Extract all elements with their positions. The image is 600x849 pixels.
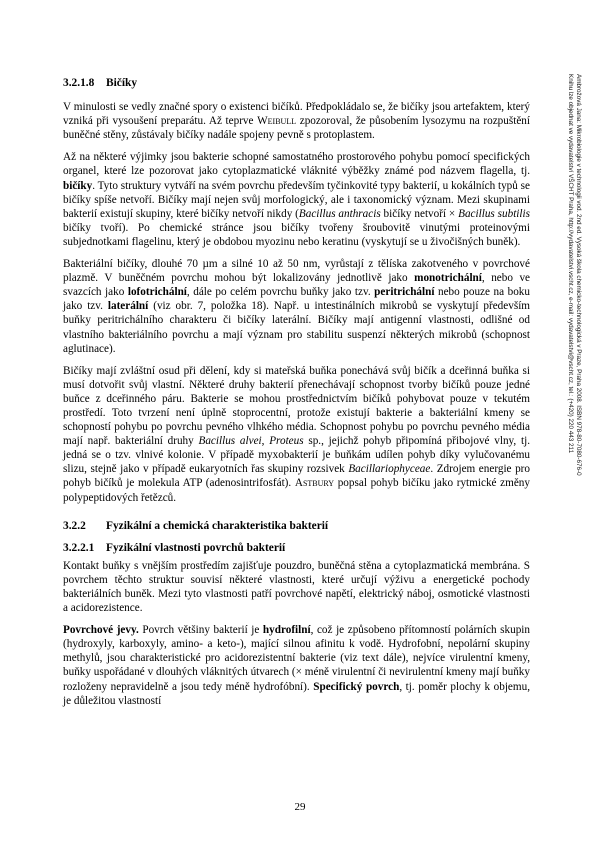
text-run: zpozoroval, že působením lysozymu na rozpuštění buněčné stěny, zůstávaly bičíky nadále spojeny pevně s protoplastem. [63, 115, 530, 142]
section-heading-pov [63, 541, 530, 555]
text-run: , tj. poměr plochy k objemu, je důležitou vlastností [63, 680, 530, 707]
section-number: 3.2.2.1 [63, 541, 95, 554]
text-run: Až na některé výjimky jsou bakterie schopné samostatného prostorového pohybu pomocí specifických organel, které lze pozorovat jako cytoplazmatické vláknité výběžky známé pod názvem flagella, tj. [63, 151, 530, 178]
paragraph-surface-contact [63, 559, 530, 615]
text-run: . Tyto struktury vytváří na svém povrchu především tyčinkovité typy bakterií, u kokálních typů se bičíky spíše netvoří. Bičíky mají nejen svůj morfologický, ale i taxonomický význam. Mezi skupinami bakterií existují skupiny, které bičíky netvoří nikdy ( [63, 179, 530, 220]
text-run: Bakteriální bičíky, dlouhé 70 µm a silné 10 až 50 nm, vyrůstají z tělíska zakotveného v povrchové plazmě. V buněčném povrchu mohou být lokalizovány jednotlivě jako [63, 258, 530, 285]
citation-line: Ambrožová Jana: Mikrobiologie v technologii vod. 2nd ed. Vysoká škola chemicko-technologická v Praze, Praha 2008. ISBN 978-80-7080-676-0 [575, 74, 582, 476]
section-title: Fyzikální a chemická charakteristika bakterií [106, 519, 329, 532]
paragraph-bicik-history [63, 100, 530, 142]
species-name: Bacillus alvei [198, 435, 262, 448]
page-number: 29 [294, 801, 306, 813]
species-name: Proteus [269, 435, 304, 448]
bold-term: laterální [107, 300, 149, 313]
text-run: , [261, 435, 270, 448]
text-run: bičíky netvoří × [380, 207, 459, 220]
author-name: Weibull [257, 115, 297, 128]
section-heading-bicik [63, 76, 530, 90]
section-number: 3.2.2 [63, 519, 86, 532]
bold-term: hydrofilní [262, 624, 311, 637]
paragraph-bicik-types [63, 257, 530, 356]
ordering-line: Knihu lze objednat ve vydavatelství VŠCHT Praha, http://vydavatelstvi.vscht.cz, e-mail: vydavatelstvi@vscht.cz, tel.: (+420) 220 443 211 [567, 74, 574, 454]
text-run: , nebo ve svazcích jako [63, 272, 531, 299]
text-run: nebo pouze na boku jako tzv. [63, 286, 530, 313]
bold-term: monotrichální [414, 272, 482, 285]
species-name: Bacillariophyceae [348, 463, 431, 476]
section-title: Bičíky [106, 77, 138, 89]
section-heading-fyz [63, 519, 530, 533]
bold-term: lofotrichální [127, 286, 187, 299]
paragraph-surface-phenomena [63, 623, 530, 708]
species-name: Bacillus anthracis [298, 207, 381, 220]
text-run: sp., jejichž pohyb připomíná přibojové vlny, tj. jedná se o tzv. vlnivé kolonie. V případě myxobakterií je buňkám udílen pohyb díky vylučovanému slizu, stejně jako v případě eukaryotních řas skupiny rozsivek [63, 435, 530, 476]
text-run: popsal pohyb bičíku jako rytmické změny polypeptidových řetězců. [63, 477, 530, 504]
bold-term: bičíky [63, 179, 93, 192]
text-run: (viz obr. 7, položka 18). Např. u intestinálních mikrobů se vyskytují především buňky peritrichálního charakteru či bičíky laterální. Bičíky mají antigenní vlastnosti, odlišné od vlastního bakteriálního povrchu a mají význam pro stabilitu suspenzí některých mikrobů (schopnost aglutinace). [63, 300, 530, 355]
section-number: 3.2.1.8 [63, 77, 95, 89]
author-name: Astbury [294, 477, 335, 490]
bold-term: Povrchové jevy. [63, 624, 139, 637]
text-run: Bičíky mají zvláštní osud při dělení, kdy si mateřská buňka ponechává svůj bičík a dceřinná buňka si musí dotvořit svůj vlastní. Některé druhy bakterií přenechávají schopnost tvorby bičíků pouze jedné buňce z dceřinného páru. Bakterie se mohou prostřednictvím bičíků pohybovat pouze v tekutém prostředí. Toto tvrzení není úplně stoprocentní, protože existují bakterie a bakteriální kmeny se schopností pohybu po povrchu pevného vlhkého média. Schopnost pohybu po povrchu pevného média mají např. bakteriální druhy [63, 364, 530, 448]
text-run: V minulosti se vedly značné spory o existenci bičíků. Předpokládalo se, že bičíky jsou artefaktem, který vzniká při vysoušení preparátu. Až teprve [63, 101, 530, 128]
section-title: Fyzikální vlastnosti povrchů bakterií [106, 541, 286, 554]
page-content [63, 76, 530, 716]
text-run: . Zdrojem energie pro pohyb bičíků je molekula ATP (adenosintrifosfát). [63, 463, 530, 490]
text-run: bičíky tvoří). Po chemické stránce jsou bičíky tvořeny šroubovitě vinutými proteinovými subjednotkami flagelinu, který je obdobou myozinu nebo keratinu (vyskytují se u živočišných buněk). [63, 221, 530, 248]
side-citation-note [566, 74, 582, 476]
text-run: , dále po celém povrchu buňky jako tzv. [186, 286, 375, 299]
species-name: Bacillus subtilis [458, 207, 530, 220]
bold-term: peritrichální [374, 286, 435, 299]
text-run: Povrch většiny bakterií je [138, 624, 263, 637]
text-run: Kontakt buňky s vnějším prostředím zajišťuje pouzdro, buněčná stěna a cytoplazmatická membrána. S povrchem těchto struktur souvisí některé vlastnosti, které určují výživu a energetické pochody bakteriálních buněk. Mezi tyto vlastnosti patří povrchové napětí, elektrický náboj, osmotické vlastnosti a acidorezistence. [63, 559, 530, 615]
paragraph-bicik-division [63, 364, 530, 505]
paragraph-bicik-organels [63, 150, 530, 249]
bold-term: Specifický povrch [313, 680, 400, 693]
text-run: , což je způsobeno přítomností polárních skupin (hydroxyly, karboxyly, amino- a keto-), mající silnou afinitu k vodě. Hydrofobní, nepolární skupiny methylů, jsou charakteristické pro acidorezistentní bakterie (viz text dále), nejvíce virulentní kmeny, buňky uspořádané v dlouhých vláknitých útvarech (× méně virulentní či nevirulentní kmeny mají buňky rozloženy nepravidelně a jsou tedy méně hydrofóbní). [63, 624, 530, 693]
